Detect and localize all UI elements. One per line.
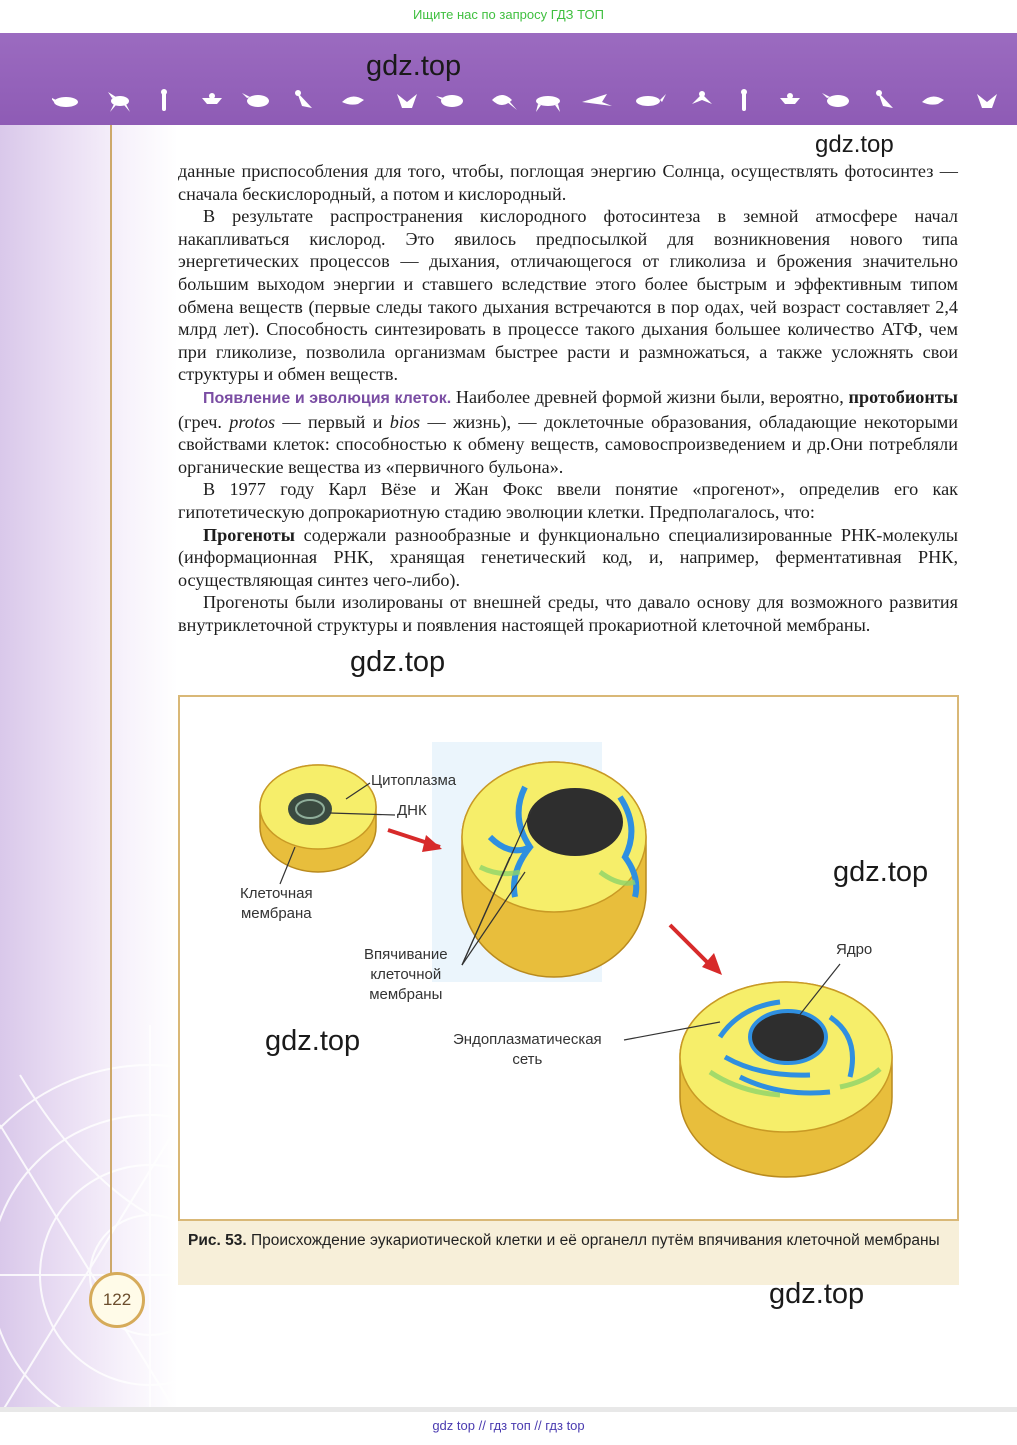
margin-rule: [110, 125, 112, 1275]
label-er: [453, 1030, 602, 1070]
paragraph: [178, 524, 958, 592]
term-latin: protos: [229, 411, 276, 432]
figure-53: [178, 695, 959, 1285]
watermark: gdz.top: [350, 646, 446, 678]
label-cytoplasm: Цитоплазма: [371, 772, 457, 789]
paragraph: В 1977 году Карл Вёзе и Жан Фокс ввели понятие «прогенот», определив его как гипотетическую допрокариотную стадию эволюции клетки. Предполагалось, что:: [178, 479, 958, 522]
watermark: gdz.top: [265, 1025, 361, 1057]
section-heading: Появление и эволюция клеток.: [203, 389, 452, 407]
figure-caption: [188, 1230, 948, 1251]
top-banner-text[interactable]: Ищите нас по запросу ГДЗ ТОП: [413, 7, 604, 22]
label-nucleus: Ядро: [836, 941, 873, 958]
caption-text: Происхождение эукариотической клетки и её органелл путём впячивания клеточной мембраны: [246, 1232, 940, 1249]
label-line: мембрана: [240, 905, 312, 922]
label-line: Эндоплазматическая: [453, 1031, 602, 1048]
watermark: gdz.top: [815, 131, 894, 158]
bottom-banner: [0, 1407, 1017, 1445]
bottom-banner-links[interactable]: gdz top // гдз топ // гдз top: [432, 1418, 585, 1433]
paragraph: [178, 386, 958, 478]
label-membrane: [240, 884, 313, 924]
text-run: (греч.: [178, 411, 230, 432]
compass-ornament-icon: [0, 125, 178, 1415]
label-line: сеть: [512, 1051, 543, 1068]
label-line: мембраны: [369, 986, 443, 1003]
left-decoration: [0, 125, 178, 1415]
term: Прогеноты: [203, 524, 295, 545]
body-text: [178, 160, 958, 636]
label-line: Клеточная: [240, 885, 313, 902]
text-run: — жизнь), — доклеточные образования, обладающие некоторыми свойствами клеток: способностью к обмену веществ, самовоспроизведением и др.Они потребляли органические вещества из «первичного бульона».: [178, 411, 958, 477]
paragraph: Прогеноты были изолированы от внешней среды, что давало основу для возможного развития внутриклеточной структуры и появления настоящей прокариотной клеточной мембраны.: [178, 592, 958, 635]
label-dna: ДНК: [397, 802, 427, 819]
label-line: Впячивание: [364, 946, 448, 963]
term-latin: bios: [389, 411, 421, 432]
label-invagination: [364, 945, 448, 1005]
text-run: Наиболее древней формой жизни были, вероятно,: [451, 386, 849, 407]
term: протобионты: [848, 386, 958, 407]
paragraph: В результате распространения кислородного фотосинтеза в земной атмосфере начал накапливаться кислород. Это явилось предпосылкой для возникновения нового типа энергетических процессов — дыхания, отличающегося от гликолиза и брожения значительно большим выходом энергии и ставшего вследствие этого более быстрым и эффективным типом обмена веществ (первые следы такого дыхания встречаются в пор одах, чей возраст составляет 2,4 млрд лет). Способность синтезировать в процессе такого дыхания большее количество АТФ, чем при гликолизе, позволила организмам быстрее расти и размножаться, а также усложнять свои структуры и обмен веществ.: [178, 206, 958, 385]
page-number: 122: [89, 1272, 145, 1328]
paragraph: данные приспособления для того, чтобы, поглощая энергию Солнца, осуществлять фотосинтез — сначала бескислородный, а потом и кислородный.: [178, 161, 958, 204]
label-line: клеточной: [370, 966, 442, 983]
watermark: gdz.top: [769, 1278, 865, 1310]
text-run: — первый и: [275, 411, 390, 432]
animal-silhouettes-icon: [52, 88, 1002, 114]
top-banner: [0, 0, 1017, 33]
watermark: gdz.top: [366, 50, 462, 82]
caption-label: Рис. 53.: [188, 1232, 247, 1249]
watermark: gdz.top: [833, 856, 929, 888]
text-run: содержали разнообразные и функционально специализированные РНК-молекулы (информационная РНК, хранящая генетический код, и, например, ферментативная РНК, осуществляющая синтез чего-либо).: [178, 524, 958, 590]
